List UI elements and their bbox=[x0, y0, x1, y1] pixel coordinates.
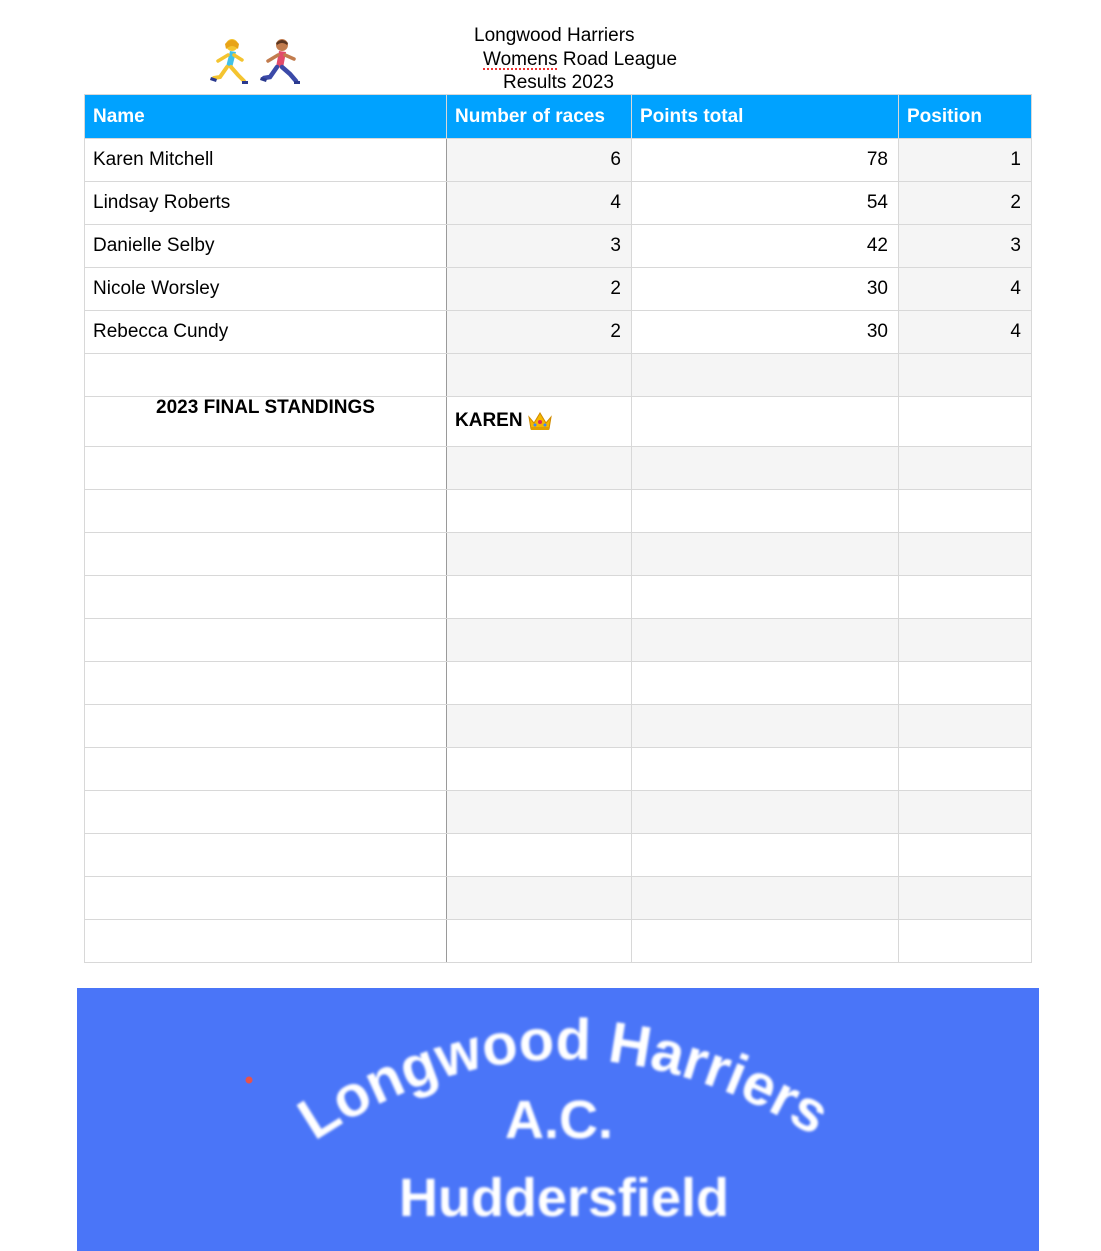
cell-points[interactable]: 54 bbox=[632, 182, 899, 225]
empty-cell[interactable] bbox=[632, 397, 899, 447]
cell-points[interactable]: 30 bbox=[632, 268, 899, 311]
column-header-races[interactable]: Number of races bbox=[447, 95, 632, 139]
empty-cell[interactable] bbox=[447, 748, 632, 791]
cell-races[interactable]: 2 bbox=[447, 268, 632, 311]
empty-cell[interactable] bbox=[632, 748, 899, 791]
empty-cell[interactable] bbox=[899, 920, 1032, 963]
cell-position[interactable]: 1 bbox=[899, 139, 1032, 182]
empty-cell[interactable] bbox=[632, 447, 899, 490]
empty-row bbox=[85, 619, 1032, 662]
woman-running-icon bbox=[210, 39, 248, 84]
club-logo bbox=[77, 988, 1039, 1251]
empty-cell[interactable] bbox=[632, 834, 899, 877]
league-word-rest: Road League bbox=[557, 49, 678, 70]
man-running-icon bbox=[260, 39, 300, 84]
cell-races[interactable]: 6 bbox=[447, 139, 632, 182]
results-title: Results 2023 bbox=[503, 72, 614, 93]
empty-cell[interactable] bbox=[632, 576, 899, 619]
cell-position[interactable]: 4 bbox=[899, 311, 1032, 354]
empty-cell[interactable] bbox=[899, 877, 1032, 920]
empty-row bbox=[85, 748, 1032, 791]
cell-points[interactable]: 78 bbox=[632, 139, 899, 182]
cell-name[interactable]: Nicole Worsley bbox=[85, 268, 447, 311]
league-word-womens: Womens bbox=[483, 49, 558, 70]
document-title bbox=[0, 25, 1101, 95]
club-title: Longwood Harriers bbox=[474, 25, 635, 46]
empty-cell[interactable] bbox=[899, 834, 1032, 877]
table-row bbox=[85, 139, 1032, 182]
empty-cell[interactable] bbox=[899, 748, 1032, 791]
empty-cell[interactable] bbox=[632, 354, 899, 397]
league-title bbox=[483, 49, 677, 71]
empty-cell[interactable] bbox=[632, 877, 899, 920]
empty-cell[interactable] bbox=[447, 834, 632, 877]
empty-cell[interactable] bbox=[899, 397, 1032, 447]
empty-cell[interactable] bbox=[899, 705, 1032, 748]
final-standings-label[interactable]: 2023 FINAL STANDINGS bbox=[85, 397, 447, 447]
club-logo-banner bbox=[77, 988, 1039, 1251]
final-winner-name: KAREN bbox=[455, 410, 523, 432]
empty-cell[interactable] bbox=[447, 447, 632, 490]
cell-position[interactable]: 3 bbox=[899, 225, 1032, 268]
cell-name[interactable]: Danielle Selby bbox=[85, 225, 447, 268]
empty-cell[interactable] bbox=[899, 490, 1032, 533]
empty-cell[interactable] bbox=[899, 791, 1032, 834]
empty-cell[interactable] bbox=[85, 705, 447, 748]
empty-row bbox=[85, 834, 1032, 877]
empty-cell[interactable] bbox=[447, 920, 632, 963]
table-row bbox=[85, 182, 1032, 225]
table-row bbox=[85, 268, 1032, 311]
cell-races[interactable]: 4 bbox=[447, 182, 632, 225]
table-header-row bbox=[85, 95, 1032, 139]
empty-cell[interactable] bbox=[632, 490, 899, 533]
final-winner-cell[interactable] bbox=[447, 397, 632, 447]
empty-row bbox=[85, 920, 1032, 963]
empty-cell[interactable] bbox=[632, 791, 899, 834]
empty-cell[interactable] bbox=[447, 705, 632, 748]
empty-cell[interactable] bbox=[899, 354, 1032, 397]
empty-cell[interactable] bbox=[632, 533, 899, 576]
logo-arc-text: Longwood Harriers bbox=[286, 1006, 841, 1153]
table-row bbox=[85, 311, 1032, 354]
empty-row bbox=[85, 490, 1032, 533]
empty-row bbox=[85, 447, 1032, 490]
empty-cell[interactable] bbox=[899, 619, 1032, 662]
empty-row bbox=[85, 877, 1032, 920]
cell-name[interactable]: Karen Mitchell bbox=[85, 139, 447, 182]
empty-cell[interactable] bbox=[899, 576, 1032, 619]
column-header-name[interactable]: Name bbox=[85, 95, 447, 139]
empty-row bbox=[85, 354, 1032, 397]
crown-icon bbox=[527, 410, 553, 432]
empty-row bbox=[85, 576, 1032, 619]
empty-cell[interactable] bbox=[447, 791, 632, 834]
cell-points[interactable]: 42 bbox=[632, 225, 899, 268]
cell-name[interactable]: Rebecca Cundy bbox=[85, 311, 447, 354]
empty-cell[interactable] bbox=[899, 447, 1032, 490]
empty-cell[interactable] bbox=[632, 705, 899, 748]
cell-points[interactable]: 30 bbox=[632, 311, 899, 354]
cell-name[interactable]: Lindsay Roberts bbox=[85, 182, 447, 225]
empty-cell[interactable] bbox=[447, 877, 632, 920]
empty-cell[interactable] bbox=[447, 533, 632, 576]
empty-cell[interactable] bbox=[85, 834, 447, 877]
empty-cell[interactable] bbox=[447, 619, 632, 662]
empty-cell[interactable] bbox=[632, 619, 899, 662]
empty-row bbox=[85, 791, 1032, 834]
column-header-position[interactable]: Position bbox=[899, 95, 1032, 139]
empty-row bbox=[85, 662, 1032, 705]
empty-cell[interactable] bbox=[85, 447, 447, 490]
empty-cell[interactable] bbox=[85, 920, 447, 963]
red-dot bbox=[246, 1077, 253, 1084]
table-row bbox=[85, 225, 1032, 268]
empty-cell[interactable] bbox=[85, 354, 447, 397]
empty-row bbox=[85, 705, 1032, 748]
empty-cell[interactable] bbox=[632, 662, 899, 705]
runners-emoji bbox=[210, 37, 310, 85]
empty-cell[interactable] bbox=[447, 354, 632, 397]
cell-position[interactable]: 2 bbox=[899, 182, 1032, 225]
empty-cell[interactable] bbox=[85, 619, 447, 662]
empty-cell[interactable] bbox=[447, 576, 632, 619]
logo-line-huddersfield: Huddersfield bbox=[398, 1168, 730, 1228]
results-table bbox=[84, 94, 1032, 963]
empty-cell[interactable] bbox=[447, 490, 632, 533]
cell-races[interactable]: 2 bbox=[447, 311, 632, 354]
empty-cell[interactable] bbox=[85, 490, 447, 533]
empty-cell[interactable] bbox=[85, 662, 447, 705]
empty-cell[interactable] bbox=[85, 877, 447, 920]
cell-races[interactable]: 3 bbox=[447, 225, 632, 268]
empty-cell[interactable] bbox=[632, 920, 899, 963]
empty-cell[interactable] bbox=[85, 576, 447, 619]
empty-row bbox=[85, 533, 1032, 576]
empty-cell[interactable] bbox=[899, 662, 1032, 705]
empty-cell[interactable] bbox=[85, 791, 447, 834]
column-header-points[interactable]: Points total bbox=[632, 95, 899, 139]
empty-cell[interactable] bbox=[85, 533, 447, 576]
final-standings-row bbox=[85, 397, 1032, 447]
cell-position[interactable]: 4 bbox=[899, 268, 1032, 311]
empty-cell[interactable] bbox=[899, 533, 1032, 576]
logo-line-ac: A.C. bbox=[505, 1090, 613, 1150]
empty-cell[interactable] bbox=[85, 748, 447, 791]
empty-cell[interactable] bbox=[447, 662, 632, 705]
